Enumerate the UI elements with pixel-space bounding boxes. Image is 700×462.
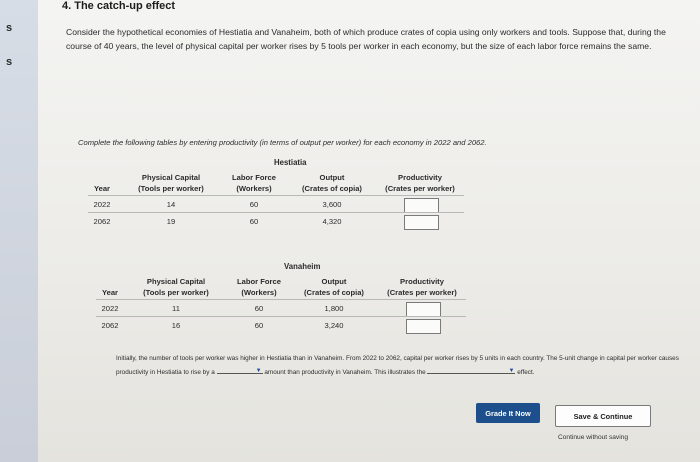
- cell-year: 2062: [101, 321, 119, 330]
- cell-year: 2022: [93, 200, 111, 209]
- cell-output: 3,240: [324, 321, 344, 330]
- cell-labor: 60: [249, 217, 259, 226]
- cell-year: 2062: [93, 217, 111, 226]
- table-country-title: Hestiatia: [274, 158, 307, 167]
- chevron-down-icon: ▼: [255, 368, 262, 374]
- cell-output: 1,800: [324, 304, 344, 313]
- col-header-year: Year: [101, 288, 119, 297]
- conclusion-paragraph: [116, 352, 696, 379]
- question-title: 4. The catch-up effect: [62, 0, 176, 12]
- col-header-output: Output (Crates of copia): [304, 277, 364, 297]
- header-rule: [88, 195, 464, 196]
- col-header-labor: Labor Force (Workers): [237, 277, 281, 297]
- hestiatia-table: [88, 158, 455, 238]
- cell-labor: 60: [254, 304, 264, 313]
- productivity-input-hestiatia-2022[interactable]: [404, 198, 439, 213]
- cell-output: 3,600: [322, 200, 342, 209]
- header-rule: [96, 299, 466, 300]
- grade-it-now-button[interactable]: Grade It Now: [476, 403, 540, 423]
- table-country-title: Vanaheim: [284, 262, 321, 271]
- save-and-continue-button[interactable]: Save & Continue: [555, 405, 651, 427]
- sidebar-mark: s: [6, 56, 13, 68]
- cell-capital: 16: [171, 321, 181, 330]
- row-rule: [88, 212, 464, 213]
- col-header-output: Output (Crates of copia): [302, 173, 362, 193]
- sidebar-mark: s: [6, 22, 13, 34]
- comparison-dropdown[interactable]: [217, 365, 263, 374]
- cell-capital: 19: [166, 217, 176, 226]
- col-header-capital: Physical Capital (Tools per worker): [143, 277, 209, 297]
- question-intro: Consider the hypothetical economies of Hestiatia and Vanaheim, both of which produce crates of copia using only workers and tools. Suppose that, during the course of 40 years, the level of physical capital per worker rises by 5 tools per worker in each economy, but the size of each labor force remains the same.: [66, 27, 666, 51]
- cell-output: 4,320: [322, 217, 342, 226]
- productivity-input-vanaheim-2062[interactable]: [406, 319, 441, 334]
- col-header-capital: Physical Capital (Tools per worker): [138, 173, 204, 193]
- col-header-year: Year: [93, 184, 111, 193]
- table-instruction: Complete the following tables by entering productivity (in terms of output per worker) for each economy in 2022 and 2062.: [78, 138, 487, 147]
- cell-labor: 60: [254, 321, 264, 330]
- cell-labor: 60: [249, 200, 259, 209]
- effect-dropdown[interactable]: [427, 365, 515, 374]
- productivity-input-vanaheim-2022[interactable]: [406, 302, 441, 317]
- left-sidebar-strip: [0, 0, 38, 462]
- continue-without-saving-link[interactable]: Continue without saving: [558, 434, 629, 441]
- question-page: [38, 0, 700, 462]
- cell-capital: 14: [166, 200, 176, 209]
- row-rule: [96, 316, 466, 317]
- cell-capital: 11: [172, 304, 180, 313]
- conclusion-text: amount than productivity in Vanaheim. This illustrates the: [264, 369, 426, 376]
- chevron-down-icon: ▼: [508, 368, 515, 374]
- conclusion-text: Initially, the number of tools per worker was higher in Hestiatia than in Vanaheim. From 2022 to 2062, capital per worker rises by 5 units in each country. The 5-unit change in capital per worker causes productivity in Hestiatia to rise by a: [116, 355, 679, 376]
- col-header-productivity: Productivity (Crates per worker): [385, 173, 455, 193]
- col-header-labor: Labor Force (Workers): [232, 173, 276, 193]
- conclusion-text: effect.: [517, 369, 535, 376]
- vanaheim-table: [96, 262, 466, 342]
- productivity-input-hestiatia-2062[interactable]: [404, 215, 439, 230]
- col-header-productivity: Productivity (Crates per worker): [387, 277, 457, 297]
- cell-year: 2022: [101, 304, 119, 313]
